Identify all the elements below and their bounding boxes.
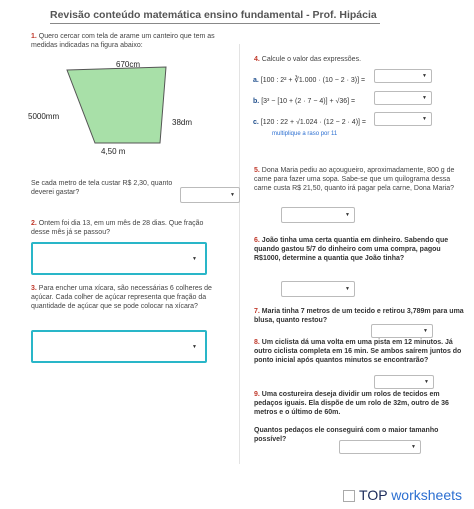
answer-select-q1[interactable] xyxy=(180,187,240,203)
question-9 xyxy=(254,390,464,417)
dropdown-arrow-icon: ▼ xyxy=(192,343,197,350)
answer-select-q4b[interactable] xyxy=(374,91,432,105)
answer-select-q3[interactable] xyxy=(31,330,207,363)
dropdown-arrow-icon: ▼ xyxy=(345,286,350,292)
question-1 xyxy=(31,32,226,50)
dropdown-arrow-icon: ▼ xyxy=(422,95,427,101)
question-text: Um ciclista dá uma volta em uma pista em 12 minutos. Já outro ciclista completa em 16 min. Se ambos saírem juntos do ponto inicial após quantos minutos se encontrarão? xyxy=(254,339,462,364)
question-8 xyxy=(254,338,464,365)
question-number: 4. xyxy=(254,56,260,63)
figure-label-bottom: 4,50 m xyxy=(101,147,126,156)
question-5 xyxy=(254,166,462,193)
question-3 xyxy=(31,284,221,311)
question-number: 7. xyxy=(254,308,260,315)
expression-a: a. [100 : 2² + ∛1.000 · (10 − 2 · 3)] = xyxy=(253,77,366,84)
dropdown-arrow-icon: ▼ xyxy=(411,444,416,450)
dropdown-arrow-icon: ▼ xyxy=(422,73,427,79)
figure-label-top: 670cm xyxy=(116,60,141,69)
question-7 xyxy=(254,307,464,325)
dropdown-arrow-icon: ▼ xyxy=(192,255,197,262)
dropdown-arrow-icon: ▼ xyxy=(230,192,235,198)
dropdown-arrow-icon: ▼ xyxy=(424,379,429,385)
question-number: 6. xyxy=(254,237,260,244)
expression-c: c. [120 : 22 + √1.024 · (12 − 2 · 4)] = xyxy=(253,119,367,126)
answer-select-q4a[interactable] xyxy=(374,69,432,83)
dropdown-arrow-icon: ▼ xyxy=(422,116,427,122)
question-number: 5. xyxy=(254,167,260,174)
answer-select-q5[interactable] xyxy=(281,207,355,223)
question-4 xyxy=(254,55,464,64)
question-1-prompt: Se cada metro de tela custar R$ 2,30, quanto deverei gastar? xyxy=(31,180,173,196)
figure-label-right: 38dm xyxy=(172,118,193,127)
question-text: Maria tinha 7 metros de um tecido e retirou 3,789m para uma blusa, quanto restou? xyxy=(254,308,464,324)
expression-b: b. [3³ − [10 + (2 · 7 − 4)] + √36] = xyxy=(253,98,356,105)
question-text: João tinha uma certa quantia em dinheiro. Sabendo que quando gastou 5/7 do dinheiro com uma compra, pagou R$1000, determine a quantia que João tinha? xyxy=(254,237,449,262)
expression-note: multiplique a raso por 11 xyxy=(272,131,338,137)
dropdown-arrow-icon: ▼ xyxy=(345,212,350,218)
trapezoid-shape xyxy=(67,67,166,143)
dropdown-arrow-icon: ▼ xyxy=(423,328,428,334)
question-text: Dona Maria pediu ao açougueiro, aproximadamente, 800 g de carne para fazer uma sopa. Sabe-se que um quilograma dessa carne custa R$ 21,50, quanto irá pagar pela carne, Dona Maria? xyxy=(254,167,455,192)
worksheet-icon xyxy=(343,490,355,502)
question-6 xyxy=(254,236,462,263)
answer-select-q6[interactable] xyxy=(281,281,355,297)
question-text: Uma costureira deseja dividir um rolos de tecidos em pedaços iguais. Ela dispõe de um rolo de 32m, outro de 36 metros e o último de 60m. xyxy=(254,391,449,416)
question-text: Ontem foi dia 13, em um mês de 28 dias. Que fração desse mês já se passou? xyxy=(31,220,204,236)
answer-select-q7[interactable] xyxy=(371,324,433,338)
question-text: Calcule o valor das expressões. xyxy=(261,56,362,63)
question-number: 8. xyxy=(254,339,260,346)
page-title: Revisão conteúdo matemática ensino fundamental - Prof. Hipácia xyxy=(50,9,380,24)
question-text: Para encher uma xícara, são necessárias 6 colheres de açúcar. Cada colher de açúcar representa que fração da quantidade de açúcar que se pode colocar na xícara? xyxy=(31,285,212,310)
question-number: 9. xyxy=(254,391,260,398)
answer-select-q9[interactable] xyxy=(339,440,421,454)
figure-label-left: 5000mm xyxy=(28,112,60,121)
question-2 xyxy=(31,219,221,237)
question-number: 1. xyxy=(31,33,37,40)
question-9-prompt: Quantos pedaços ele conseguirá com o maior tamanho possível? xyxy=(254,427,439,443)
question-number: 2. xyxy=(31,220,37,227)
question-text: Quero cercar com tela de arame um canteiro que tem as medidas indicadas na figura abaixo: xyxy=(31,33,215,49)
answer-select-q4c[interactable] xyxy=(374,112,432,126)
question-number: 3. xyxy=(31,285,37,292)
brand-logo: TOP worksheets xyxy=(343,487,462,503)
answer-select-q2[interactable] xyxy=(31,242,207,275)
answer-select-q8[interactable] xyxy=(374,375,434,389)
